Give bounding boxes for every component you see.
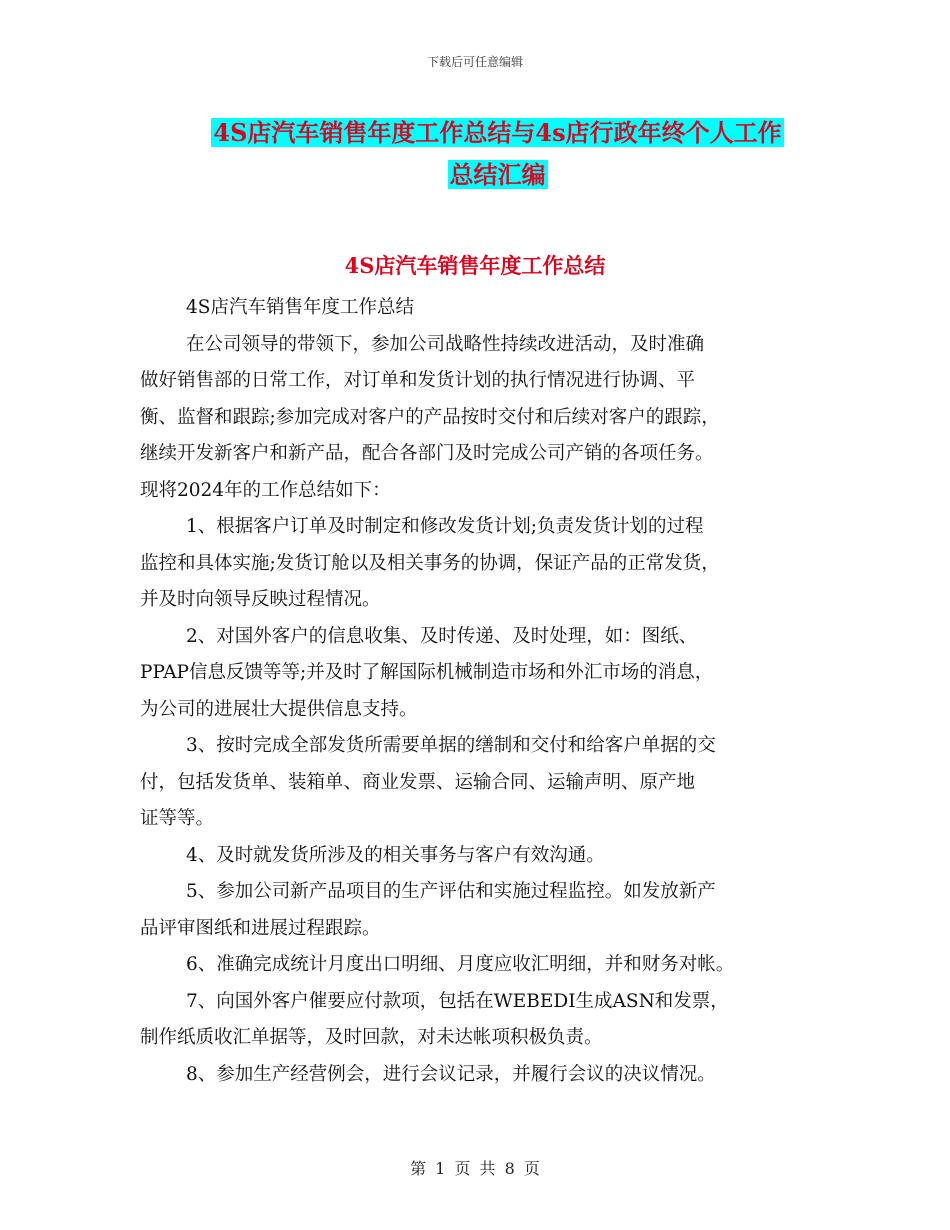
body-line: 6、准确完成统计月度出口明细、月度应收汇明细，并和财务对帐。	[186, 954, 735, 975]
document-body	[140, 290, 830, 1093]
body-line: 4、及时就发货所涉及的相关事务与客户有效沟通。	[186, 844, 605, 866]
section-title: 4S店汽车销售年度工作总结	[344, 253, 606, 278]
body-line: 监控和具体实施;发货订舱以及相关事务的协调，保证产品的正常发货，	[140, 552, 720, 574]
body-line: 制作纸质收汇单据等，及时回款，对未达帐项积极负责。	[140, 1027, 603, 1048]
body-line: 8、参加生产经营例会，进行会议记录，并履行会议的决议情况。	[186, 1063, 716, 1085]
body-line: 在公司领导的带领下，参加公司战略性持续改进活动，及时准确	[186, 333, 705, 355]
document-title	[140, 112, 855, 196]
body-line: 衡、监督和跟踪;参加完成对客户的产品按时交付和后续对客户的跟踪，	[140, 406, 720, 428]
body-line: 证等等。	[140, 808, 215, 829]
body-line: 3、按时完成全部发货所需要单据的缮制和交付和给客户单据的交	[186, 735, 716, 756]
body-line: 现将2024年的工作总结如下：	[140, 479, 391, 501]
body-line: 1、根据客户订单及时制定和修改发货计划;负责发货计划的过程	[186, 516, 704, 537]
body-line: 并及时向领导反映过程情况。	[140, 589, 381, 610]
page-footer: 第 1 页 共 8 页	[410, 1159, 540, 1178]
body-line: 5、参加公司新产品项目的生产评估和实施过程监控。如发放新产	[186, 881, 716, 902]
body-line: 继续开发新客户和新产品，配合各部门及时完成公司产销的各项任务。	[140, 443, 714, 464]
body-line: 做好销售部的日常工作，对订单和发货计划的执行情况进行协调、平	[140, 370, 696, 391]
body-line: 2、对国外客户的信息收集、及时传递、及时处理，如：图纸、	[186, 625, 698, 647]
body-line: 付，包括发货单、装箱单、商业发票、运输合同、运输声明、原产地	[140, 771, 696, 793]
body-line: 4S店汽车销售年度工作总结	[186, 297, 414, 318]
body-line: 品评审图纸和进展过程跟踪。	[140, 917, 381, 939]
header-note: 下载后可任意编辑	[426, 55, 523, 69]
document-title-line-2: 总结汇编	[449, 160, 546, 189]
body-line: PPAP信息反馈等等;并及时了解国际机械制造市场和外汇市场的消息，	[140, 662, 714, 683]
document-title-line-1: 4S店汽车销售年度工作总结与4s店行政年终个人工作	[213, 118, 782, 147]
body-line: 为公司的进展壮大提供信息支持。	[140, 698, 418, 720]
body-line: 7、向国外客户催要应付款项，包括在WEBEDI生成ASN和发票，	[186, 990, 729, 1012]
